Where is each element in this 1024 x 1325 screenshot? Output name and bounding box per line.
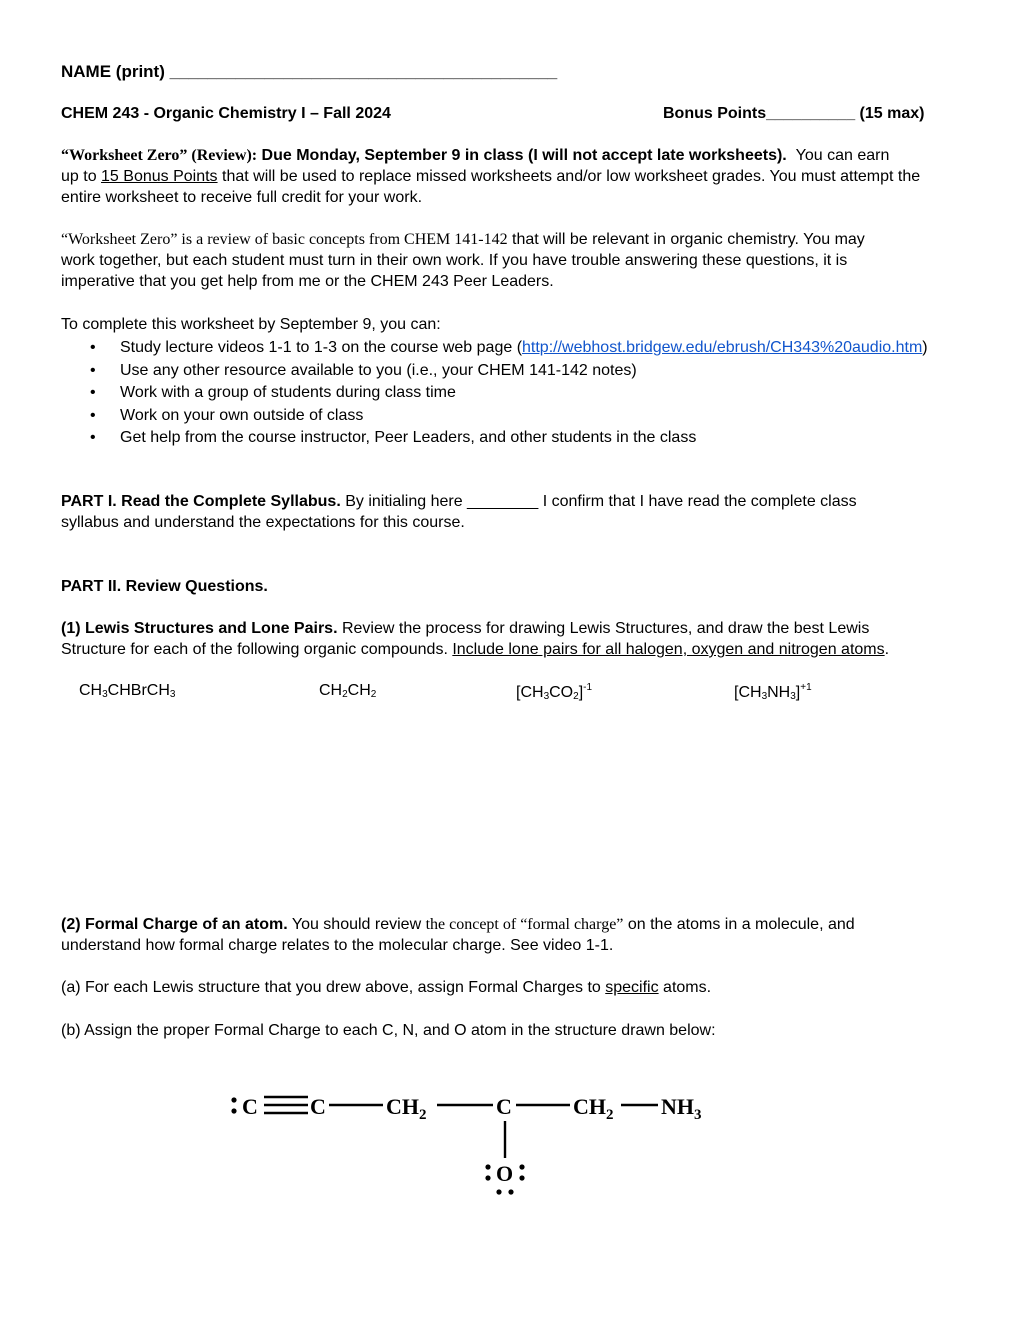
- q2-line-1: [61, 914, 855, 935]
- ways-intro: To complete this worksheet by September 9, you can:: [61, 316, 441, 333]
- f3-charge: -1: [583, 682, 593, 693]
- formula-ch2ch2: [319, 682, 376, 700]
- f1-part: CH: [79, 682, 103, 699]
- intro-line-3: entire worksheet to receive full credit for your work.: [61, 189, 423, 206]
- f3-sub: 2: [573, 691, 579, 702]
- course-title: CHEM 243 - Organic Chemistry I – Fall 2024: [61, 105, 391, 122]
- q2-line1-tail: You should review: [287, 916, 426, 933]
- f2-sub: 2: [342, 689, 348, 700]
- f4-sub: 3: [790, 691, 796, 702]
- formula-ch3chbrch3: [79, 682, 175, 700]
- para2-line-3: imperative that you get help from me or the CHEM 243 Peer Leaders.: [61, 273, 554, 290]
- bonus-points: [663, 103, 924, 124]
- q1-line-1: [61, 618, 869, 639]
- intro-line2-pre: up to: [61, 168, 102, 185]
- part2-heading: PART II. Review Questions.: [61, 578, 268, 595]
- due-statement: Due Monday, September 9 in class (I will not accept late worksheets).: [257, 147, 787, 164]
- ch2a-sub: 2: [419, 1107, 427, 1123]
- lone-pair-dot: [496, 1189, 501, 1194]
- f2-part: CH: [347, 682, 371, 699]
- ch2b-sub: 2: [606, 1107, 614, 1123]
- lone-pair-dot: [519, 1164, 524, 1169]
- f4-sub: 3: [761, 691, 768, 702]
- bonus-points-text: 15 Bonus Points: [101, 168, 218, 185]
- list-item: [90, 337, 928, 360]
- formula-acetate: [516, 682, 592, 702]
- q1-heading: (1) Lewis Structures and Lone Pairs.: [61, 620, 338, 637]
- lone-pair-dot: [485, 1175, 490, 1180]
- formula-methylammonium: [734, 682, 812, 702]
- q1-line1-tail: Review the process for drawing Lewis Structures, and draw the best Lewis: [337, 620, 870, 637]
- intro-line2-tail: that will be used to replace missed worksheets and/or low worksheet grades. You must attempt the: [217, 168, 921, 185]
- atom-nh3: [661, 1094, 702, 1123]
- atom-c1: C: [242, 1094, 258, 1119]
- f3-part: ]: [578, 684, 584, 701]
- nh3-text: NH: [661, 1094, 694, 1119]
- para2-line-1: [61, 229, 865, 250]
- para2-line1-tail: that will be relevant in organic chemistry. You may: [507, 231, 865, 248]
- item1-post: ): [922, 339, 928, 356]
- atom-ch2-a: [386, 1094, 427, 1123]
- q2-part-a: [61, 977, 711, 998]
- q2a-post: atoms.: [658, 979, 712, 996]
- name-blank[interactable]: _________________________________________: [169, 62, 558, 81]
- f4-charge: +1: [800, 682, 812, 693]
- list-item: • Work on your own outside of class: [90, 405, 928, 428]
- ch2b-text: CH: [573, 1094, 606, 1119]
- list-item: • Use any other resource available to you (i.e., your CHEM 141-142 notes): [90, 360, 928, 383]
- course-web-link[interactable]: http://webhost.bridgew.edu/ebrush/CH343%20audio.htm: [522, 339, 923, 356]
- f1-sub: 3: [102, 689, 108, 700]
- f3-sub: 3: [543, 691, 550, 702]
- bonus-max: (15 max): [859, 105, 925, 122]
- lone-pair-dot: [231, 1097, 236, 1102]
- lone-pair-dot: [519, 1175, 524, 1180]
- q1-line2-post: .: [884, 641, 890, 658]
- lone-pair-dot: [231, 1108, 236, 1113]
- intro-line-1: [61, 145, 889, 166]
- bonus-blank[interactable]: __________: [766, 105, 856, 122]
- bonus-label: Bonus Points: [663, 105, 767, 122]
- para2-line-2: work together, but each student must turn in their own work. If you have trouble answering these questions, it is: [61, 252, 848, 269]
- q2-line-2: understand how formal charge relates to the molecular charge. See video 1-1.: [61, 937, 614, 954]
- ways-list: [90, 337, 928, 450]
- q2a-underlined: specific: [605, 979, 659, 996]
- f4-part: [CH: [734, 684, 762, 701]
- lone-pair-dot: [485, 1164, 490, 1169]
- f4-part: ]: [795, 684, 801, 701]
- lone-pair-dot: [508, 1189, 513, 1194]
- intro-line-2: [61, 166, 920, 187]
- atom-c2: C: [310, 1094, 326, 1119]
- chemical-structure: [220, 1085, 740, 1210]
- part1-line-2: syllabus and understand the expectations for this course.: [61, 514, 465, 531]
- part1-line-1: [61, 491, 857, 512]
- q1-instruction-underlined: Include lone pairs for all halogen, oxygen and nitrogen atoms: [452, 641, 885, 658]
- part1-heading: PART I. Read the Complete Syllabus.: [61, 493, 341, 510]
- q1-line-2: [61, 639, 889, 660]
- name-label: NAME (print): [61, 62, 165, 81]
- nh3-sub: 3: [694, 1107, 702, 1123]
- name-line: [61, 61, 557, 82]
- f3-part: CO: [549, 684, 574, 701]
- f1-sub: 3: [169, 689, 176, 700]
- list-item: • Get help from the course instructor, Peer Leaders, and other students in the class: [90, 427, 928, 450]
- q2-part-b: (b) Assign the proper Formal Charge to each C, N, and O atom in the structure drawn below:: [61, 1022, 716, 1039]
- q2a-pre: (a) For each Lewis structure that you drew above, assign Formal Charges to: [61, 979, 606, 996]
- q1-line2-pre: Structure for each of the following organic compounds.: [61, 641, 453, 658]
- list-item: • Work with a group of students during class time: [90, 382, 928, 405]
- q2-line1-end: on the atoms in a molecule, and: [623, 916, 855, 933]
- f3-part: [CH: [516, 684, 544, 701]
- para2-serif: “Worksheet Zero” is a review of basic concepts from CHEM 141-142: [61, 231, 508, 248]
- atom-o: O: [496, 1161, 514, 1186]
- part1-initial-statement[interactable]: By initialing here ________ I confirm that I have read the complete class: [340, 493, 857, 510]
- f4-part: NH: [767, 684, 791, 701]
- ch2a-text: CH: [386, 1094, 419, 1119]
- intro-line1-tail: You can earn: [795, 147, 890, 164]
- atom-c3: C: [496, 1094, 512, 1119]
- f2-part: CH: [319, 682, 343, 699]
- q2-line1-serif: the concept of “formal charge”: [425, 916, 624, 933]
- f1-part: CHBrCH: [107, 682, 170, 699]
- item1-pre: Study lecture videos 1-1 to 1-3 on the course web page (: [120, 339, 523, 356]
- f2-sub: 2: [370, 689, 377, 700]
- q2-heading: (2) Formal Charge of an atom.: [61, 916, 288, 933]
- worksheet-title: “Worksheet Zero” (Review):: [61, 147, 258, 164]
- atom-ch2-b: [573, 1094, 614, 1123]
